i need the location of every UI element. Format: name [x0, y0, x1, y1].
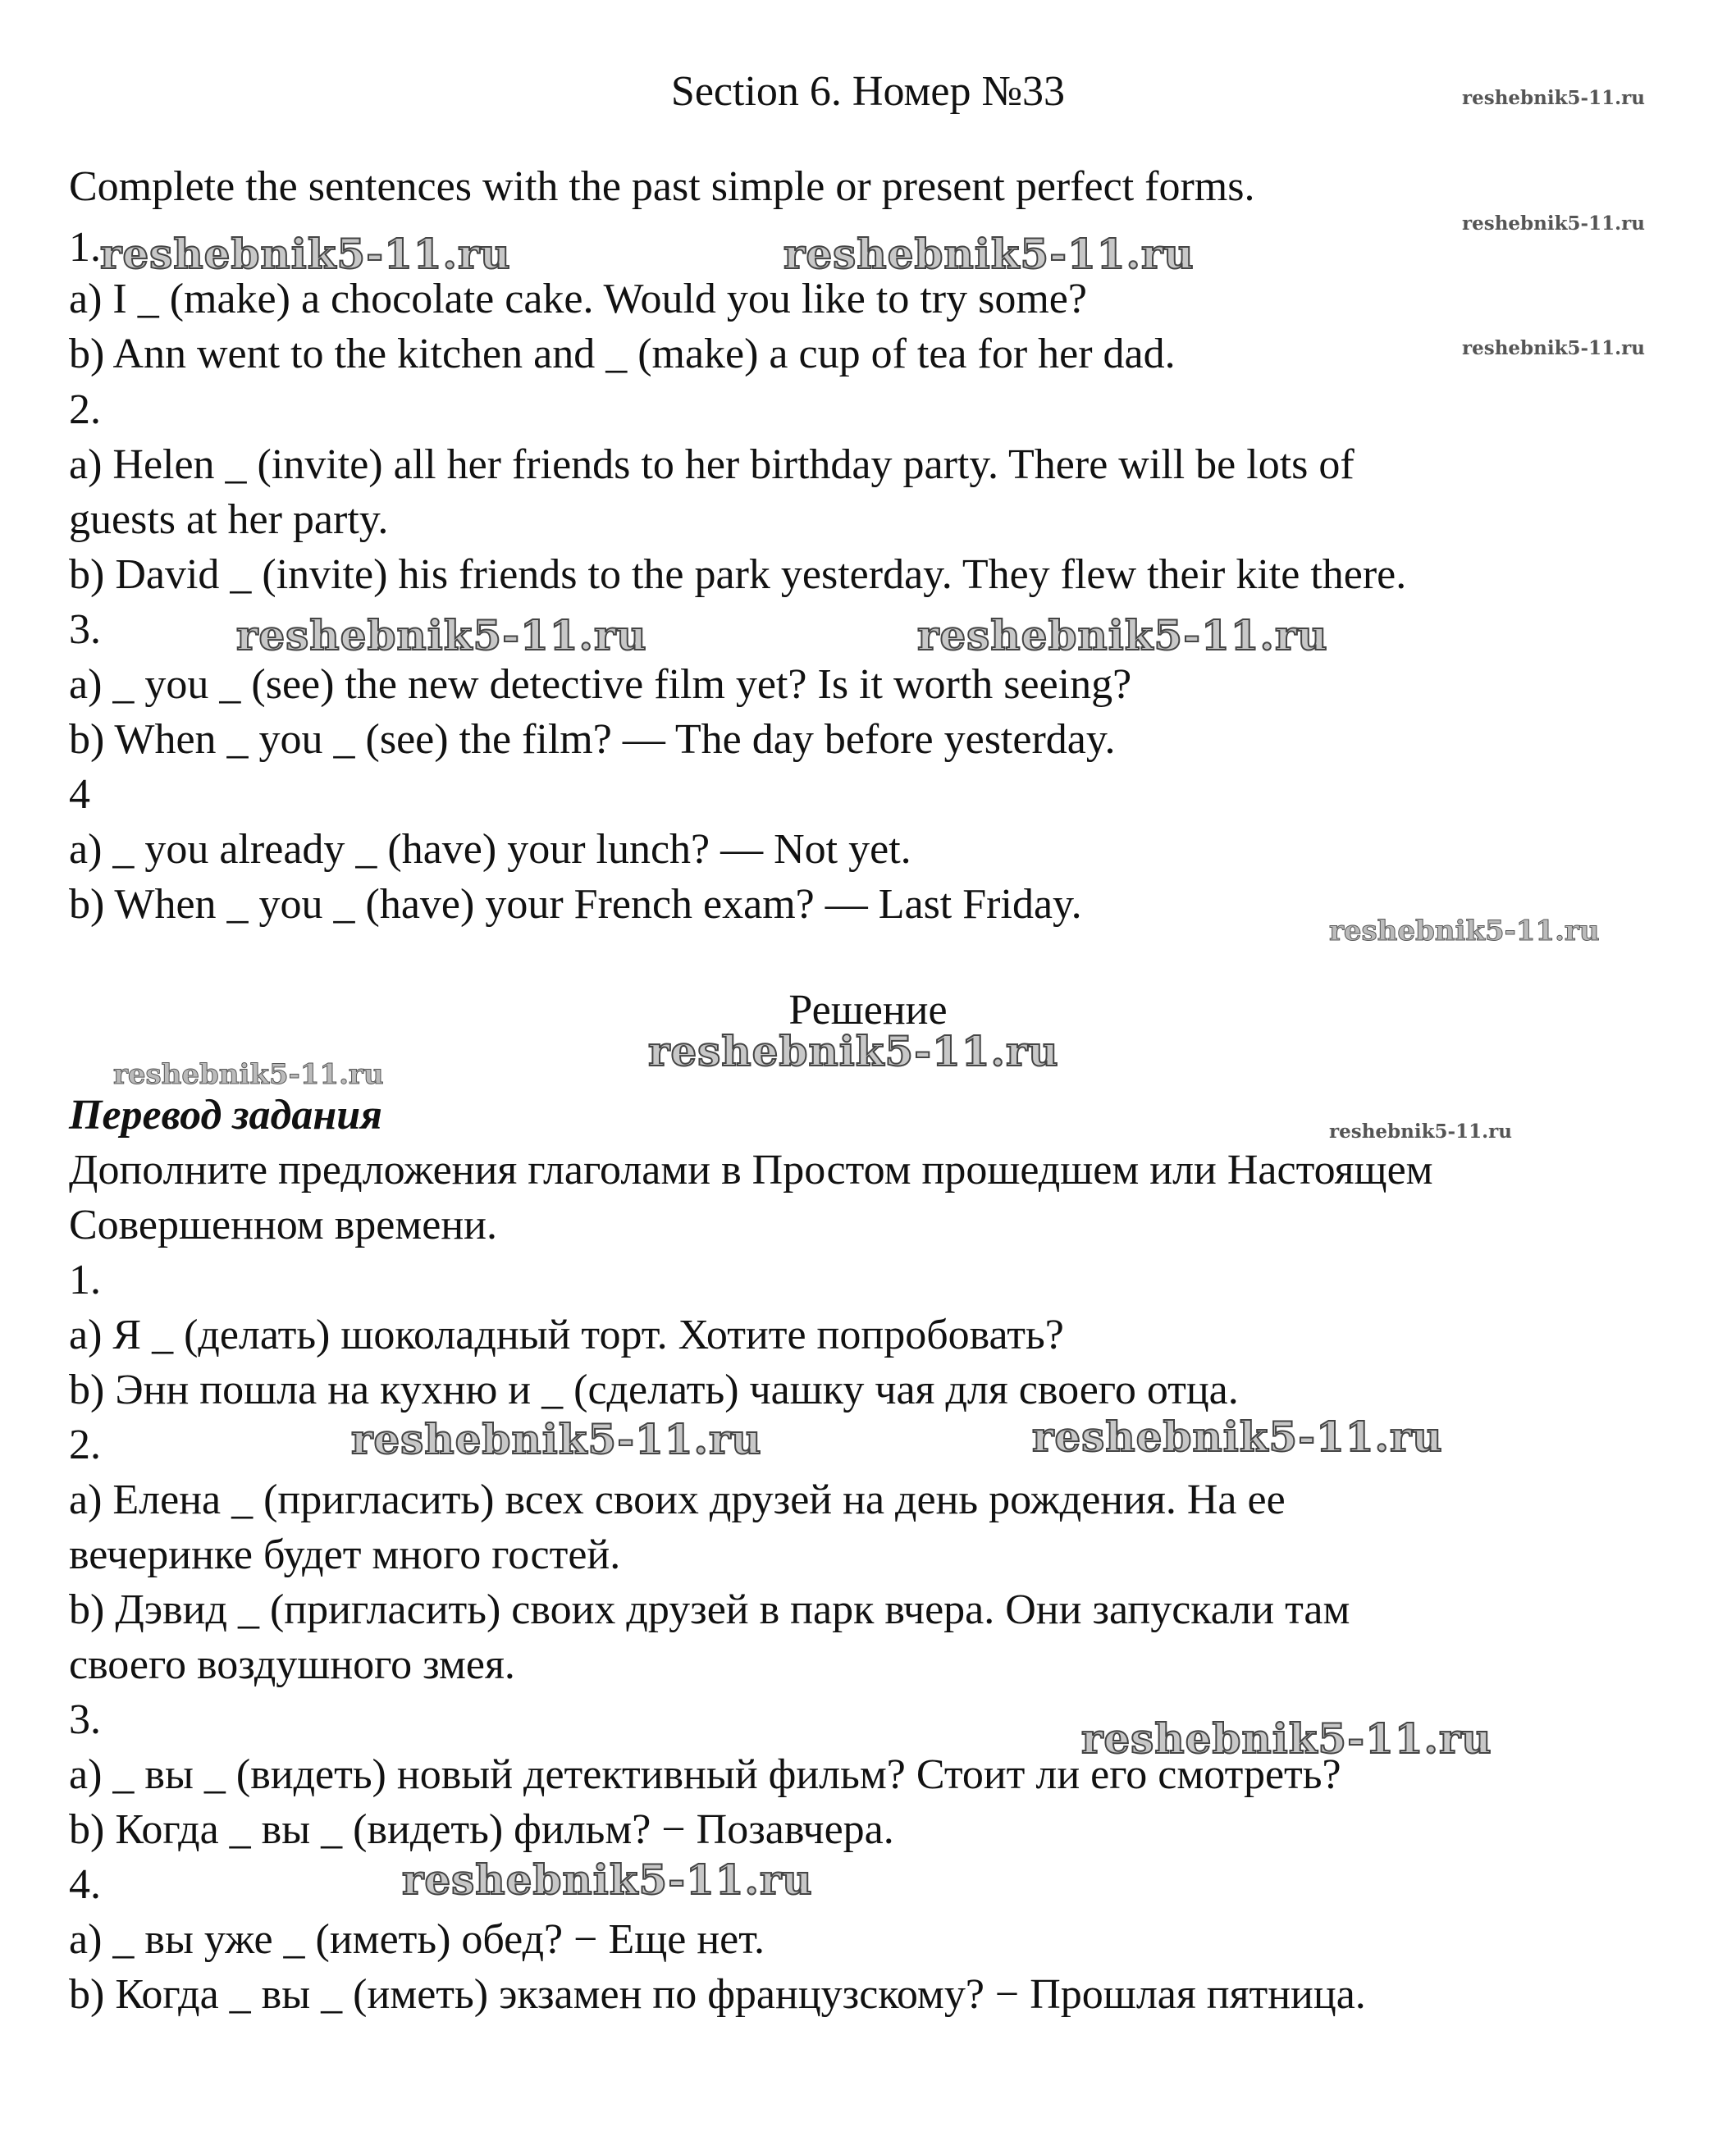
solution-line: 4. — [69, 1861, 101, 1908]
task-line: a) _ you already _ (have) your lunch? — Not yet. — [69, 826, 911, 873]
watermark-large: reshebnik5-11.ru — [1032, 1413, 1443, 1461]
solution-line: a) Елена _ (пригласить) всех своих друзей на день рождения. На ее — [69, 1476, 1286, 1523]
watermark-small: reshebnik5-11.ru — [1329, 1120, 1512, 1143]
watermark-small: reshebnik5-11.ru — [1462, 212, 1645, 235]
task-line: 1. — [69, 224, 101, 271]
task-line: 2. — [69, 386, 101, 433]
task-line: 4 — [69, 771, 90, 818]
solution-line: a) Я _ (делать) шоколадный торт. Хотите попробовать? — [69, 1312, 1064, 1358]
watermark-large: reshebnik5-11.ru — [917, 611, 1328, 660]
watermark-large: reshebnik5-11.ru — [100, 230, 511, 278]
task-line: b) When _ you _ (see) the film? — The day before yesterday. — [69, 716, 1116, 763]
watermark-large: reshebnik5-11.ru — [648, 1027, 1059, 1075]
watermark-large: reshebnik5-11.ru — [402, 1855, 813, 1904]
solution-line: b) Когда _ вы _ (видеть) фильм? − Позавчера. — [69, 1806, 894, 1853]
solution-line: b) Когда _ вы _ (иметь) экзамен по французскому? − Прошлая пятница. — [69, 1971, 1366, 2018]
solution-line: вечеринке будет много гостей. — [69, 1531, 621, 1578]
solution-line: Совершенном времени. — [69, 1202, 497, 1248]
watermark-small: reshebnik5-11.ru — [1462, 87, 1645, 109]
solution-line: 2. — [69, 1422, 101, 1468]
task-line: guests at her party. — [69, 496, 389, 543]
watermark-medium: reshebnik5-11.ru — [113, 1058, 384, 1091]
watermark-medium: reshebnik5-11.ru — [1329, 915, 1600, 947]
solution-line: b) Дэвид _ (пригласить) своих друзей в парк вчера. Они запускали там — [69, 1586, 1350, 1633]
task-line: a) Helen _ (invite) all her friends to her birthday party. There will be lots of — [69, 441, 1355, 488]
solution-line: 1. — [69, 1257, 101, 1303]
watermark-large: reshebnik5-11.ru — [351, 1415, 762, 1463]
task-line: b) When _ you _ (have) your French exam? — Last Friday. — [69, 881, 1082, 928]
task-line: a) _ you _ (see) the new detective film yet? Is it worth seeing? — [69, 661, 1132, 708]
watermark-large: reshebnik5-11.ru — [783, 230, 1195, 278]
task-line: b) David _ (invite) his friends to the park yesterday. They flew their kite there. — [69, 551, 1407, 598]
watermark-small: reshebnik5-11.ru — [1462, 337, 1645, 359]
task-instruction: Complete the sentences with the past simple or present perfect forms. — [69, 163, 1255, 210]
solution-line: a) _ вы уже _ (иметь) обед? − Еще нет. — [69, 1916, 765, 1963]
solution-heading: Решение — [788, 987, 948, 1034]
solution-line: 3. — [69, 1696, 101, 1743]
watermark-large: reshebnik5-11.ru — [1081, 1714, 1492, 1763]
task-line: b) Ann went to the kitchen and _ (make) a cup of tea for her dad. — [69, 331, 1176, 377]
solution-line: Дополните предложения глаголами в Простом прошедшем или Настоящем — [69, 1147, 1433, 1194]
solution-line: a) _ вы _ (видеть) новый детективный фильм? Стоит ли его смотреть? — [69, 1751, 1341, 1798]
page-title: Section 6. Номер №33 — [670, 68, 1066, 115]
watermark-large: reshebnik5-11.ru — [236, 611, 647, 660]
solution-line: b) Энн пошла на кухню и _ (сделать) чашку чая для своего отца. — [69, 1367, 1239, 1413]
task-line: a) I _ (make) a chocolate cake. Would you like to try some? — [69, 276, 1087, 322]
task-line: 3. — [69, 606, 101, 653]
translation-heading: Перевод задания — [69, 1092, 382, 1139]
solution-line: своего воздушного змея. — [69, 1641, 515, 1688]
